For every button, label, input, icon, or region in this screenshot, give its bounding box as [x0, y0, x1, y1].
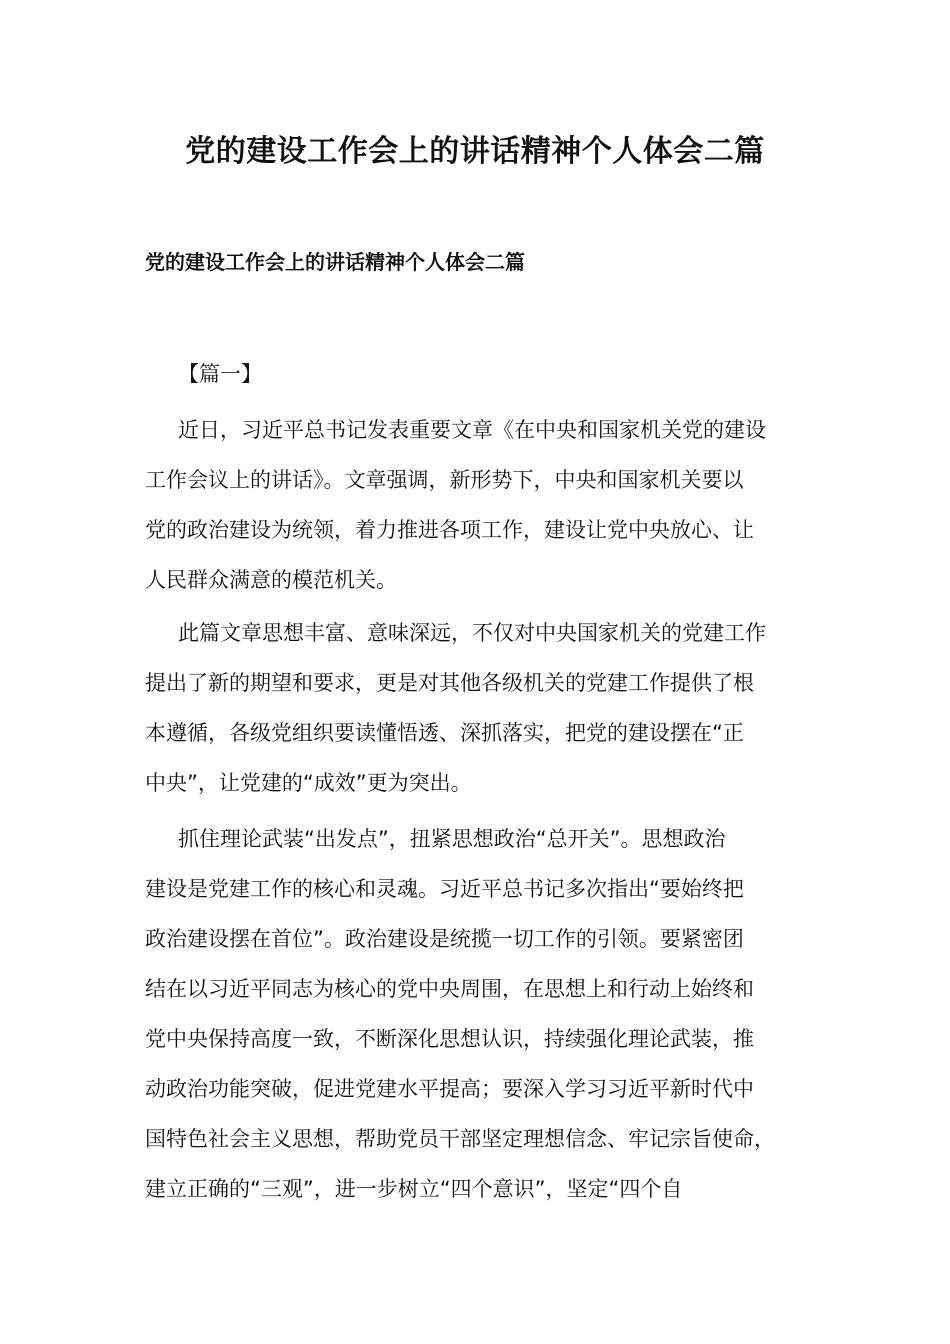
- document-title: 党的建设工作会上的讲话精神个人体会二篇: [185, 134, 765, 169]
- section-label: 【篇一】: [178, 362, 262, 386]
- paragraph-line: 本遵循，各级党组织要读懂悟透、深抓落实，把党的建设摆在“正: [145, 721, 744, 745]
- paragraph-line: 国特色社会主义思想，帮助党员干部坚定理想信念、牢记宗旨使命，: [145, 1127, 775, 1151]
- paragraph-line: 政治建设摆在首位”。政治建设是统揽一切工作的引领。要紧密团: [145, 927, 744, 951]
- paragraph-2: [145, 608, 825, 808]
- paragraph-3: [145, 814, 825, 1214]
- paragraph-1: [145, 405, 825, 605]
- document-subtitle: 党的建设工作会上的讲话精神个人体会二篇: [145, 250, 525, 274]
- paragraph-line: 抓住理论武装“出发点”，扭紧思想政治“总开关”。思想政治: [178, 827, 726, 851]
- paragraph-line: 人民群众满意的模范机关。: [145, 568, 397, 592]
- paragraph-line: 党的政治建设为统领，着力推进各项工作，建设让党中央放心、让: [145, 518, 754, 542]
- paragraph-line: 建立正确的“三观”，进一步树立“四个意识”，坚定“四个自: [145, 1177, 683, 1201]
- paragraph-line: 动政治功能突破，促进党建水平提高；要深入学习习近平新时代中: [145, 1077, 754, 1101]
- paragraph-line: 近日，习近平总书记发表重要文章《在中央和国家机关党的建设: [178, 418, 766, 442]
- paragraph-line: 提出了新的期望和要求，更是对其他各级机关的党建工作提供了根: [145, 671, 754, 695]
- paragraph-line: 此篇文章思想丰富、意味深远，不仅对中央国家机关的党建工作: [178, 621, 766, 645]
- paragraph-line: 党中央保持高度一致，不断深化思想认识，持续强化理论武装，推: [145, 1027, 754, 1051]
- paragraph-line: 建设是党建工作的核心和灵魂。习近平总书记多次指出“要始终把: [145, 877, 744, 901]
- paragraph-line: 中央”，让党建的“成效”更为突出。: [145, 771, 472, 795]
- paragraph-line: 工作会议上的讲话》。文章强调，新形势下，中央和国家机关要以: [145, 468, 744, 492]
- paragraph-line: 结在以习近平同志为核心的党中央周围，在思想上和行动上始终和: [145, 977, 754, 1001]
